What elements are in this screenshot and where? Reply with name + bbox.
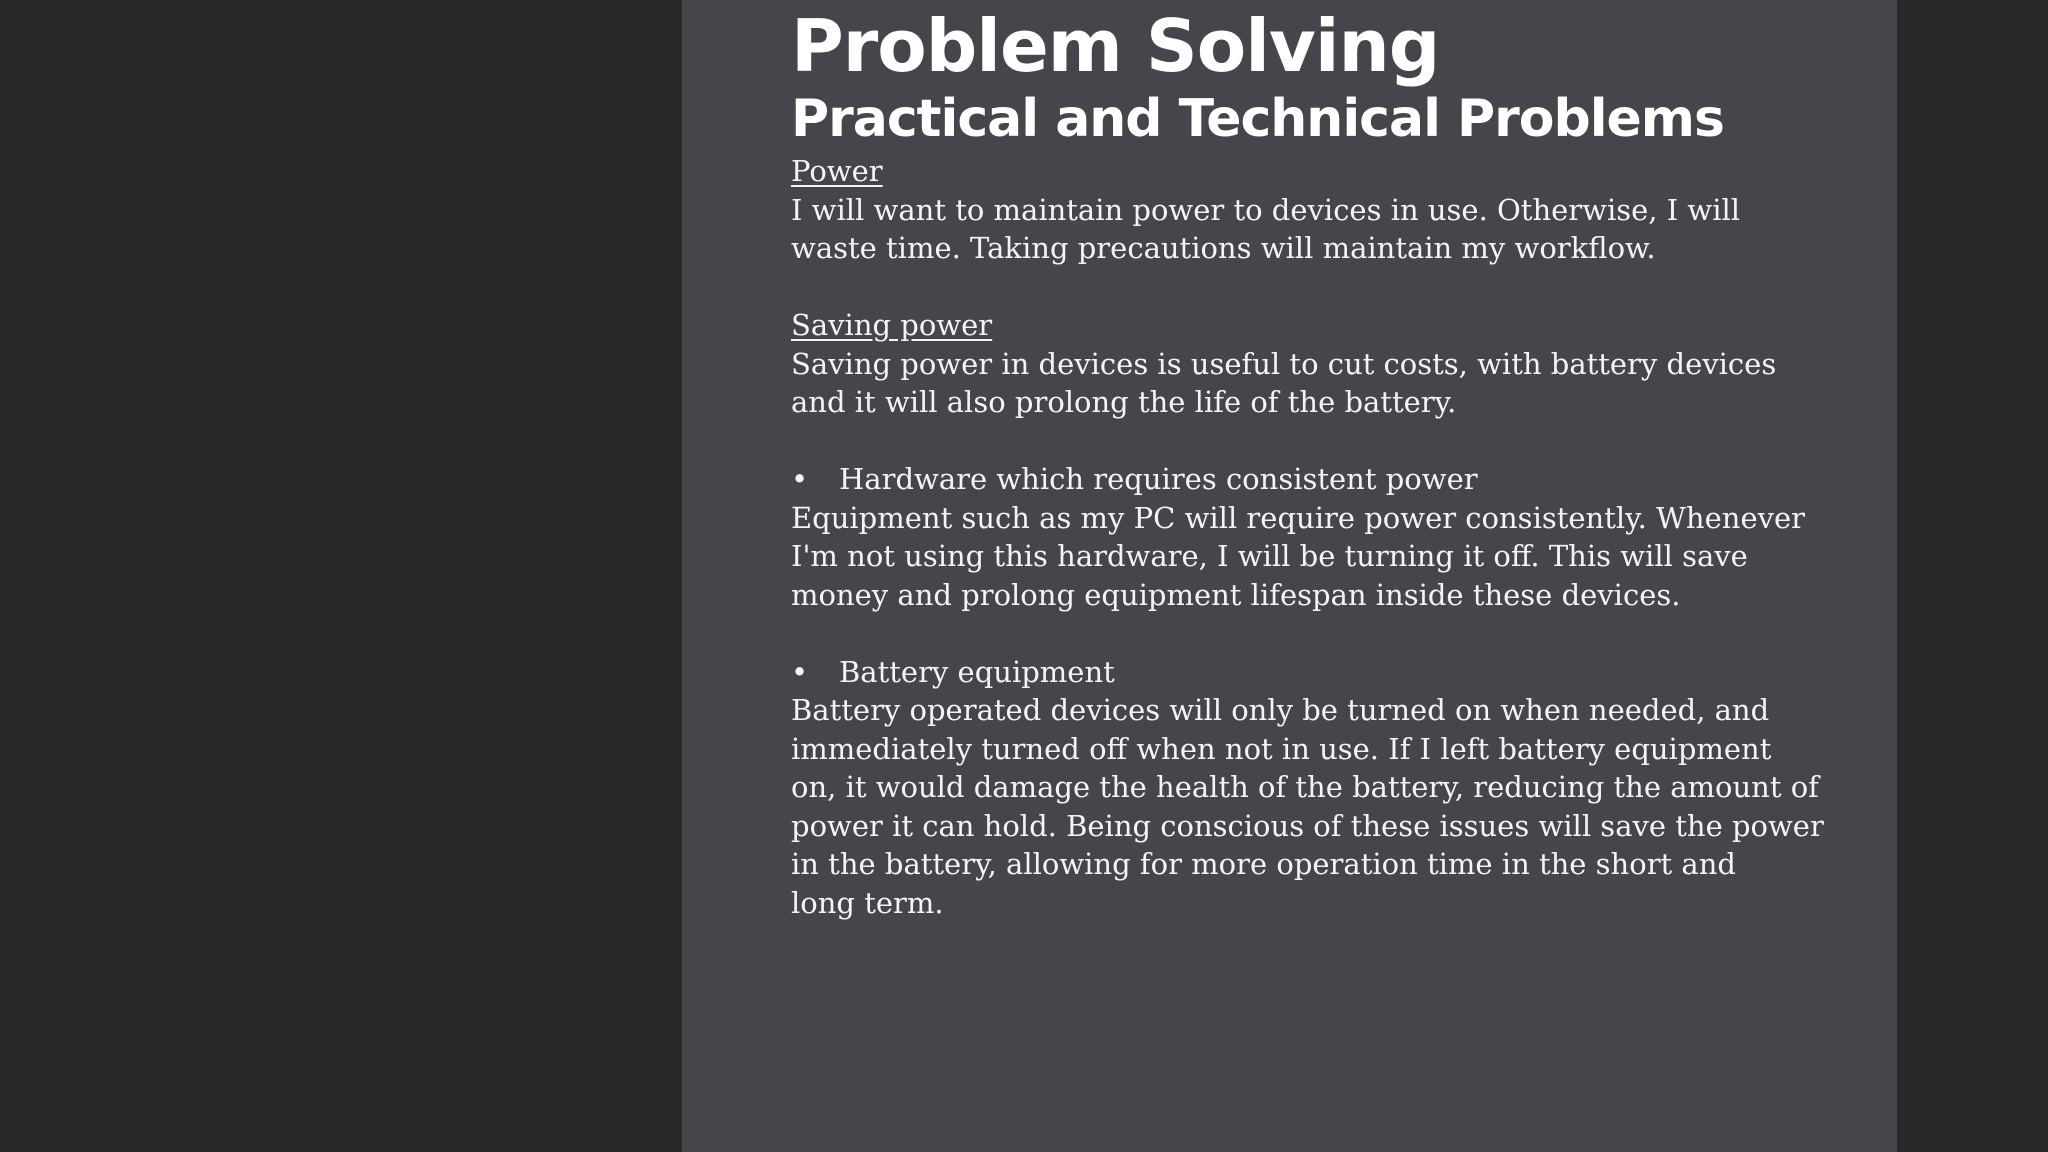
section-heading-power: Power bbox=[791, 154, 883, 188]
section-heading-saving-power: Saving power bbox=[791, 308, 993, 342]
paragraph-line: on, it would damage the health of the battery, reducing the amount of bbox=[791, 770, 1819, 804]
spacer bbox=[791, 422, 1851, 461]
bullet-marker: • bbox=[791, 654, 809, 689]
paragraph-line: Saving power in devices is useful to cut costs, with battery devices bbox=[791, 346, 1777, 381]
paragraph-line: long term. bbox=[791, 885, 944, 920]
paragraph-line: and it will also prolong the life of the battery. bbox=[791, 385, 1457, 419]
paragraph-line: I'm not using this hardware, I will be turning it off. This will save bbox=[791, 539, 1748, 573]
paragraph-line: money and prolong equipment lifespan inside these devices. bbox=[791, 577, 1681, 612]
paragraph-line: waste time. Taking precautions will maintain my workflow. bbox=[791, 231, 1656, 265]
paragraph-line: I will want to maintain power to devices in use. Otherwise, I will bbox=[791, 192, 1741, 227]
page-title: Problem Solving bbox=[791, 4, 1440, 88]
paragraph-line: Battery operated devices will only be turned on when needed, and bbox=[791, 693, 1770, 727]
spacer bbox=[791, 614, 1851, 653]
bullet-item-hardware bbox=[791, 460, 1851, 499]
paragraph-line: Equipment such as my PC will require power consistently. Whenever bbox=[791, 500, 1806, 535]
document-content bbox=[791, 6, 1851, 922]
bullet-label: Hardware which requires consistent power bbox=[839, 462, 1478, 496]
bullet-label: Battery equipment bbox=[839, 654, 1115, 689]
paragraph-line: in the battery, allowing for more operation time in the short and bbox=[791, 847, 1736, 881]
page-subtitle: Practical and Technical Problems bbox=[791, 89, 1724, 149]
document-page bbox=[682, 0, 1897, 1152]
spacer bbox=[791, 268, 1851, 307]
paragraph-line: immediately turned off when not in use. If I left battery equipment bbox=[791, 731, 1772, 766]
paragraph-line: power it can hold. Being conscious of these issues will save the power bbox=[791, 808, 1824, 843]
bullet-marker: • bbox=[791, 462, 809, 496]
bullet-item-battery bbox=[791, 653, 1851, 692]
